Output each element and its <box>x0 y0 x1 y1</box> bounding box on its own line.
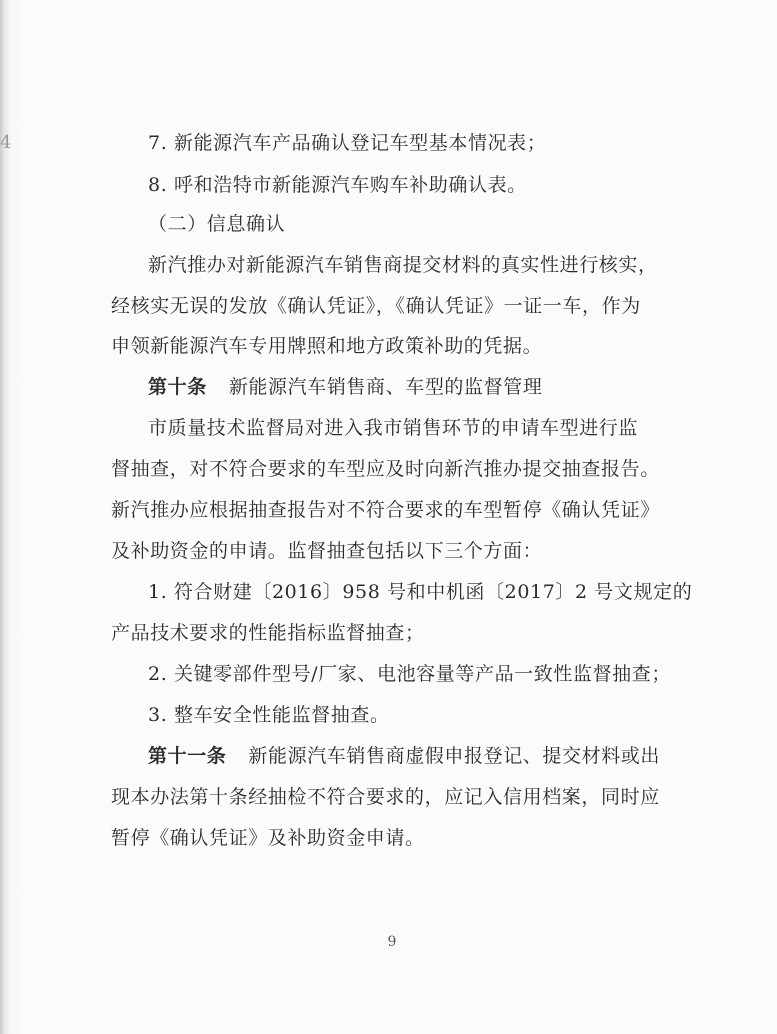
inspection-point-3: 3. 整车安全性能监督抽查。 <box>148 704 390 726</box>
paragraph-line: 现本办法第十条经抽检不符合要求的，应记入信用档案，同时应 <box>111 786 660 808</box>
article-10-heading <box>148 372 691 402</box>
article-10-title: 新能源汽车销售商、车型的监督管理 <box>228 376 543 398</box>
paragraph-line: 新能源汽车销售商虚假申报登记、提交材料或出 <box>248 745 661 767</box>
edge-mark: 4 <box>0 132 12 153</box>
inspection-point-1: 1. 符合财建〔2016〕958 号和中机函〔2017〕2 号文规定的 <box>148 581 693 603</box>
paragraph-line: 督抽查，对不符合要求的车型应及时向新汽推办提交抽查报告。 <box>111 458 660 480</box>
paragraph-line: 市质量技术监督局对进入我市销售环节的申请车型进行监 <box>148 417 639 439</box>
paragraph-line: 及补助资金的申请。监督抽查包括以下三个方面： <box>111 540 543 562</box>
paragraph-line: 经核实无误的发放《确认凭证》，《确认凭证》一证一车，作为 <box>111 295 641 317</box>
inspection-point-2: 2. 关键零部件型号/厂家、电池容量等产品一致性监督抽查； <box>148 663 671 685</box>
article-11-first-line <box>148 741 691 771</box>
section-heading-info-confirmation: （二）信息确认 <box>148 213 286 235</box>
article-11-label: 第十一条 <box>148 745 227 767</box>
paragraph-line: 暂停《确认凭证》及补助资金申请。 <box>111 827 425 849</box>
inspection-point-1-continued: 产品技术要求的性能指标监督抽查； <box>111 622 425 644</box>
paragraph-line: 新汽推办对新能源汽车销售商提交材料的真实性进行核实， <box>148 254 658 276</box>
article-10-label: 第十条 <box>148 376 207 398</box>
paragraph-line: 申领新能源汽车专用牌照和地方政策补助的凭据。 <box>111 335 543 357</box>
list-item-7: 7. 新能源汽车产品确认登记车型基本情况表； <box>148 132 547 154</box>
page-number: 9 <box>387 934 397 950</box>
paragraph-line: 新汽推办应根据抽查报告对不符合要求的车型暂停《确认凭证》 <box>111 499 660 521</box>
list-item-8: 8. 呼和浩特市新能源汽车购车补助确认表。 <box>148 174 527 196</box>
